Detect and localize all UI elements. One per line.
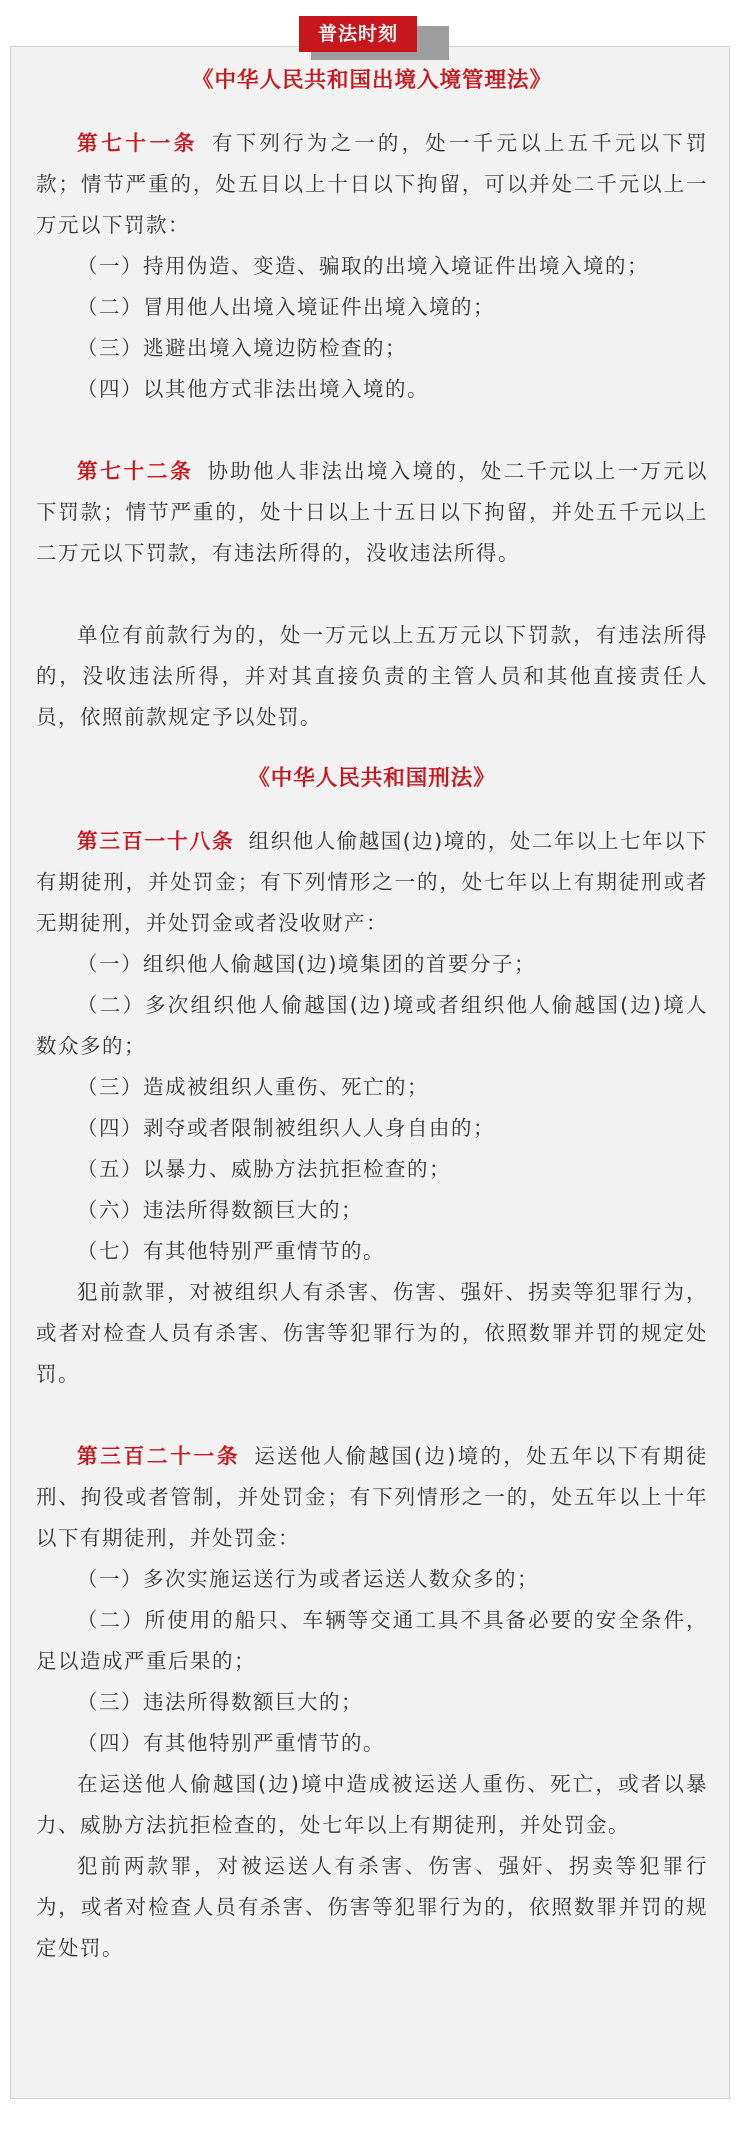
- list-item: （二）多次组织他人偷越国(边)境或者组织他人偷越国(边)境人数众多的；: [36, 993, 708, 1058]
- list-item: （四）以其他方式非法出境入境的。: [77, 377, 429, 401]
- list-item: （七）有其他特别严重情节的。: [77, 1239, 385, 1263]
- paragraph: 在运送他人偷越国(边)境中造成被运送人重伤、死亡，或者以暴力、威胁方法抗拒检查的，处七年以上有期徒刑，并处罚金。: [36, 1772, 708, 1837]
- article-321: [36, 1436, 708, 1559]
- article-text: 组织他人偷越国(边)境的，处二年以上七年以下有期徒刑，并处罚金；有下列情形之一的，处七年以上有期徒刑或者无期徒刑，并处罚金或者没收财产：: [36, 829, 708, 935]
- list-item: （六）违法所得数额巨大的；: [77, 1198, 363, 1222]
- section-tag-label: 普法时刻: [299, 16, 417, 52]
- article-label: 第三百二十一条: [77, 1444, 241, 1468]
- section-tag: [299, 16, 449, 60]
- list-item: （三）逃避出境入境边防检查的；: [77, 336, 407, 360]
- list-item: （三）造成被组织人重伤、死亡的；: [77, 1075, 429, 1099]
- list-item: （一）组织他人偷越国(边)境集团的首要分子；: [77, 952, 536, 976]
- spacer: [36, 574, 708, 615]
- list-item: （四）有其他特别严重情节的。: [77, 1731, 385, 1755]
- article-text: 协助他人非法出境入境的，处二千元以上一万元以下罚款；情节严重的，处十日以上十五日以下拘留，并处五千元以上二万元以下罚款，有违法所得的，没收违法所得。: [36, 459, 709, 565]
- article-text: 运送他人偷越国(边)境的，处五年以下有期徒刑、拘役或者管制，并处罚金；有下列情形之一的，处五年以上十年以下有期徒刑，并处罚金：: [36, 1444, 709, 1550]
- list-item: （一）持用伪造、变造、骗取的出境入境证件出境入境的；: [77, 254, 649, 278]
- paragraph: 犯前款罪，对被组织人有杀害、伤害、强奸、拐卖等犯罪行为，或者对检查人员有杀害、伤害等犯罪行为的，依照数罪并罚的规定处罚。: [36, 1280, 708, 1386]
- law-title-exit-entry: 《中华人民共和国出境入境管理法》: [191, 68, 552, 93]
- spacer: [36, 410, 708, 451]
- article-text: 有下列行为之一的，处一千元以上五千元以下罚款；情节严重的，处五日以上十日以下拘留，可以并处二千元以上一万元以下罚款：: [36, 131, 708, 237]
- article-318: [36, 821, 708, 944]
- spacer: [36, 738, 708, 758]
- article-content: [36, 60, 708, 1969]
- law-title-criminal: 《中华人民共和国刑法》: [248, 766, 496, 791]
- list-item: （四）剥夺或者限制被组织人人身自由的；: [77, 1116, 495, 1140]
- paragraph: 单位有前款行为的，处一万元以上五万元以下罚款，有违法所得的，没收违法所得，并对其直接负责的主管人员和其他直接责任人员，依照前款规定予以处罚。: [36, 623, 708, 729]
- article-label: 第三百一十八条: [77, 829, 235, 853]
- article-label: 第七十二条: [77, 459, 194, 483]
- paragraph: 犯前两款罪，对被运送人有杀害、伤害、强奸、拐卖等犯罪行为，或者对检查人员有杀害、伤害等犯罪行为的，依照数罪并罚的规定处罚。: [36, 1854, 708, 1960]
- article-71: [36, 123, 708, 246]
- list-item: （二）冒用他人出境入境证件出境入境的；: [77, 295, 495, 319]
- article-label: 第七十一条: [77, 131, 198, 155]
- list-item: （五）以暴力、威胁方法抗拒检查的；: [77, 1157, 451, 1181]
- list-item: （一）多次实施运送行为或者运送人数众多的；: [77, 1567, 539, 1591]
- list-item: （二）所使用的船只、车辆等交通工具不具备必要的安全条件，足以造成严重后果的；: [36, 1608, 708, 1673]
- list-item: （三）违法所得数额巨大的；: [77, 1690, 363, 1714]
- article-72: [36, 451, 708, 574]
- spacer: [36, 1395, 708, 1436]
